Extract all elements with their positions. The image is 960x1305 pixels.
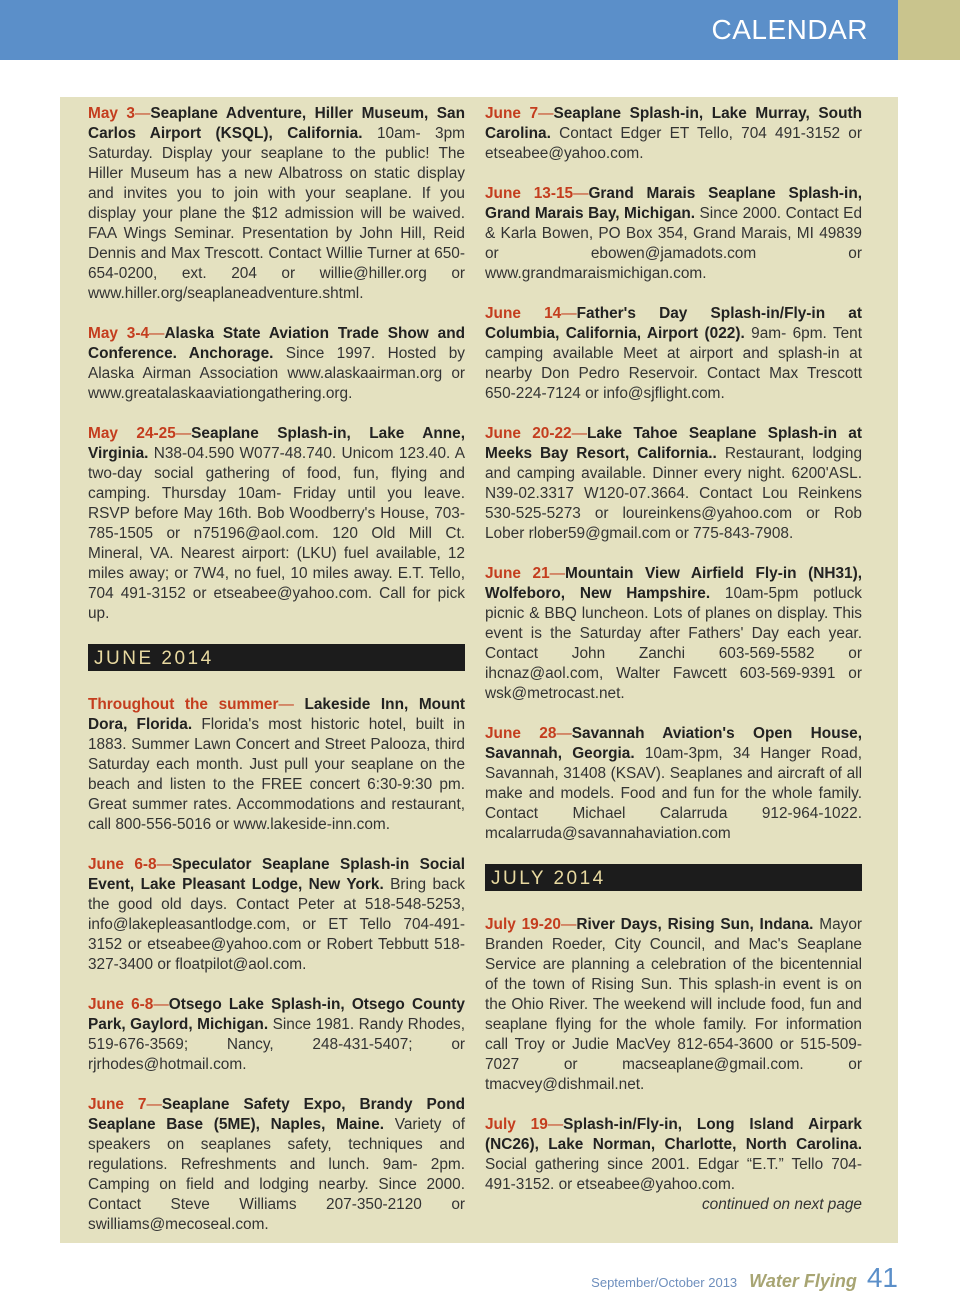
event-entry [88, 1095, 465, 1235]
event-title: Seaplane Splash-in, Lake Murray, South Carolina. [485, 105, 862, 142]
event-entry [88, 324, 465, 404]
event-dash: — [549, 565, 566, 582]
event-dash: — [573, 185, 589, 202]
event-dash: — [156, 856, 172, 873]
event-details: Mayor Branden Roeder, City Council, and Mac's Seaplane Service are planning a celebration of the bicentennial of the town of Rising Sun. This splash-in event is on the Ohio River. The weekend will include food, fun and seaplane flying for the whole family. For information call Troy or Judie MacVey 812-654-3600 or 515-509-7027 or macseaplane@gmail.com. or tmacvey@dishmail.net. [485, 916, 863, 1093]
event-title: Otsego Lake Splash-in, Otsego County Park, Gaylord, Michigan. [88, 996, 465, 1033]
event-title: Lake Tahoe Seaplane Splash-in at Meeks Bay Resort, California.. [485, 425, 862, 462]
event-details: Contact Edger ET Tello, 704 491-3152 or etseabee@yahoo.com. [485, 125, 862, 162]
event-date: June 14 [485, 305, 562, 322]
event-entry [485, 1115, 862, 1195]
event-details: 9am- 6pm. Tent camping available Meet at airport and splash-in at nearby Don Pedro Reservoir. Contact Max Trescott 650-224-7124 or info@sjflight.com. [485, 325, 863, 402]
event-dash: — [560, 916, 577, 933]
event-details: Since 1997. Hosted by Alaska Airman Association www.alaskaairman.org or www.greatalaskaaviationgathering.org. [88, 345, 465, 402]
event-entry [88, 855, 465, 975]
event-entry [485, 564, 862, 704]
event-details: Social gathering since 2001. Edgar “E.T.” Tello 704-491-3152. or etseabee@yahoo.com. [485, 1156, 862, 1193]
event-details: 10am-5pm potluck picnic & BBQ luncheon. Lots of planes on display. This event is the Saturday after Fathers' Day each year. Contact John Zanchi 603-569-5582 or ihcnaz@aol.com, Walter Fawcett 603-569-9391 or wsk@metrocast.net. [485, 585, 862, 702]
section-title: CALENDAR [711, 14, 868, 45]
event-entry [88, 424, 465, 624]
event-dash: — [278, 696, 294, 713]
event-details: Restaurant, lodging and camping available. Dinner every night. 6200'ASL. N39-02.3317 W120-07.3664. Contact Lou Reinkens 530-525-5273 or loureinkens@yahoo.com or Rob Lober rlober59@gmail.com or 775-843-7908. [485, 445, 863, 542]
event-details: Since 2000. Contact Ed & Karla Bowen, PO Box 354, Grand Marais, MI 49839 or ebowen@jamadots.com or www.grandmaraismichigan.com. [485, 205, 862, 282]
event-dash: — [146, 1096, 162, 1113]
event-details: Since 1981. Randy Rhodes, 519-676-3569; Nancy, 248-431-5407; or rjrhodes@hotmail.com. [88, 1016, 465, 1073]
footer-magazine-title: Water Flying [749, 1271, 857, 1291]
event-date: June 13-15 [485, 185, 574, 202]
event-details: N38-04.590 W077-48.740. Unicom 123.40. A two-day social gathering of food, fun, flying and camping. Thursday 10am- Friday until you leave. RSVP before May 16th. Bob Woodberry's House, 703-785-1505 or n75196@aol.com. 120 Old Mill Ct. Mineral, VA. Nearest airport: (LKU) fuel available, 12 miles away; or 7W4, no fuel, 10 miles away. E.T. Tello, 704 491-3152 or etseabee@yahoo.com. Call for pick up. [88, 445, 465, 622]
event-details: 10am- 3pm Saturday. Display your seaplane to the public! The Hiller Museum has a new Albatross on static display and invites you to join with your seaplane. If you display your plane the $12 admission will be waived. FAA Wings Seminar. Presentation by John Hill, Reid Dennis and Max Trescott. Contact Willie Turner at 650-654-0200, ext. 204 or willie@hiller.org or www.hiller.org/seaplaneadventure.shtml. [88, 125, 465, 302]
event-dash: — [153, 996, 169, 1013]
event-entry [485, 304, 862, 404]
event-title: River Days, Rising Sun, Indana. [576, 916, 814, 933]
event-date: Throughout the summer [88, 696, 279, 713]
event-title: Lakeside Inn, Mount Dora, Florida. [88, 696, 465, 733]
june-2014-header: JUNE 2014 [88, 644, 465, 671]
event-entry [88, 995, 465, 1075]
event-title: Grand Marais Seaplane Splash-in, Grand Marais Bay, Michigan. [485, 185, 862, 222]
event-details: 10am-3pm, 34 Hanger Road, Savannah, 31408 (KSAV). Seaplanes and aircraft of all make and models. Food and fun for the whole family. Contact Michael Calarruda 912-964-1022. mcalarruda@savannahaviation.com [485, 745, 862, 842]
right-column [485, 104, 862, 1215]
event-dash: — [556, 725, 572, 742]
event-details: Florida's most historic hotel, built in 1883. Summer Lawn Concert and Street Palooza, third Saturday each month. Just pull your seaplane on the beach and listen to the FREE concert 6:30-9:30 pm. Great summer rates. Accommodations and restaurant, call 800-556-5016 or www.lakeside-inn.com. [88, 716, 466, 833]
event-date: June 28 [485, 725, 557, 742]
footer-issue: September/October 2013 [591, 1275, 738, 1290]
event-date: June 7 [88, 1096, 147, 1113]
left-column [88, 104, 465, 1255]
event-dash: — [134, 105, 151, 122]
event-title: Splash-in/Fly-in, Long Island Airpark (NC26), Lake Norman, Charlotte, North Carolina. [485, 1116, 862, 1153]
event-title: Seaplane Splash-in, Lake Anne, Virginia. [88, 425, 465, 462]
event-dash: — [175, 425, 192, 442]
event-entry [485, 724, 862, 844]
event-dash: — [538, 105, 554, 122]
event-title: Speculator Seaplane Splash-in Social Event, Lake Pleasant Lodge, New York. [88, 856, 465, 893]
page-number: 41 [866, 1262, 898, 1293]
event-entry [485, 915, 862, 1095]
event-date: June 6-8 [88, 856, 157, 873]
event-date: May 3-4 [88, 325, 150, 342]
event-dash: — [561, 305, 577, 322]
event-entry [485, 184, 862, 284]
event-date: June 21 [485, 565, 550, 582]
event-dash: — [547, 1116, 564, 1133]
event-date: June 7 [485, 105, 539, 122]
event-date: May 24-25 [88, 425, 176, 442]
event-entry [485, 104, 862, 164]
july-2014-header: JULY 2014 [485, 864, 862, 891]
event-date: May 3 [88, 105, 135, 122]
event-date: July 19-20 [485, 916, 561, 933]
event-title: Mountain View Airfield Fly-in (NH31), Wolfeboro, New Hampshire. [485, 565, 862, 602]
continued-note: continued on next page [701, 1196, 862, 1213]
event-title: Father's Day Splash-in/Fly-in at Columbia, California, Airport (022). [485, 305, 862, 342]
event-entry [88, 695, 465, 835]
header-accent-block [898, 0, 960, 60]
event-details: Variety of speakers on seaplanes safety, techniques and regulations. Refreshments and lunch. 9am- 2pm. Camping on field and lodging nearby. Since 2000. Contact Steve Williams 207-350-2120 or swilliams@mecoseal.com. [88, 1116, 465, 1233]
event-details: Bring back the good old days. Contact Peter at 518-548-5253, info@lakepleasantlodge.com, or ET Tello 704-491-3152 or etseabee@yahoo.com or Robert Tebbutt 518-327-3400 or floatpilot@aol.com. [88, 876, 465, 973]
event-title: Alaska State Aviation Trade Show and Conference. Anchorage. [88, 325, 465, 362]
event-date: June 6-8 [88, 996, 154, 1013]
page-footer [591, 1262, 898, 1292]
event-dash: — [149, 325, 165, 342]
event-entry [88, 104, 465, 304]
event-date: June 20-22 [485, 425, 572, 442]
event-title: Seaplane Safety Expo, Brandy Pond Seaplane Base (5ME), Naples, Maine. [88, 1096, 466, 1133]
event-title: Seaplane Adventure, Hiller Museum, San Carlos Airport (KSQL), California. [88, 105, 465, 142]
event-dash: — [571, 425, 587, 442]
event-entry [485, 424, 862, 544]
event-date: July 19 [485, 1116, 548, 1133]
event-title: Savannah Aviation's Open House, Savannah, Georgia. [485, 725, 862, 762]
